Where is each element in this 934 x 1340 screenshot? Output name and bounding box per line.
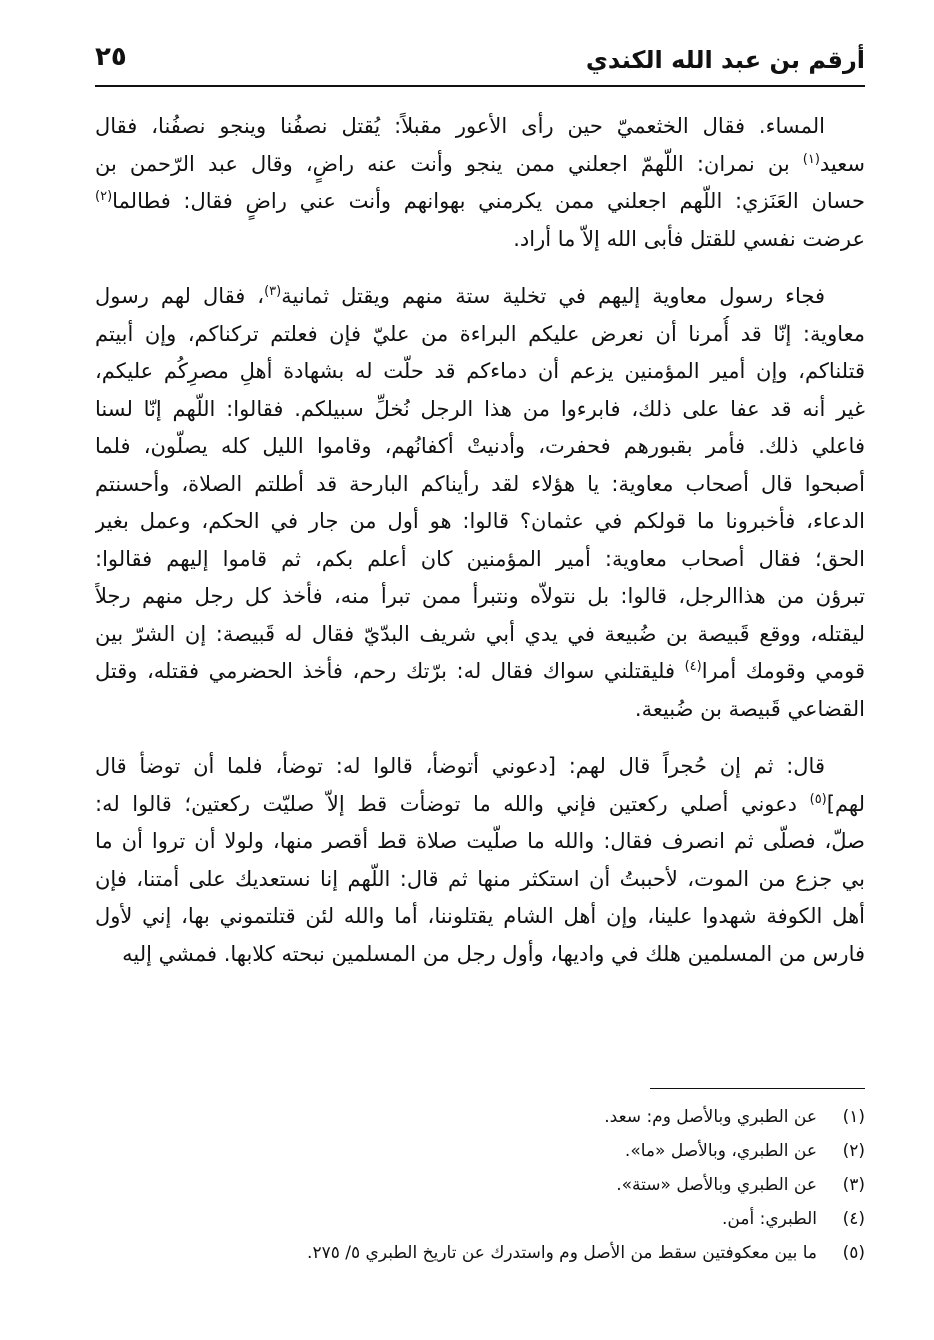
text-line: تبرؤن من هذاالرجل، قالوا: بل نتولاّه ونتبرأ ممن تبرأ منه، فأخذ كل رجل منهم رجلاً (95, 584, 865, 608)
footnote-number: (٥) (842, 1243, 865, 1263)
footnote-number: (٤) (842, 1209, 865, 1229)
text-line: ليقتله، ووقع قَبيصة بن ضُبيعة في يدي أبي شريف البدّيّ فقال له قَبيصة: إن الشرّ بين (95, 621, 865, 646)
paragraph (95, 108, 865, 258)
text-line: المساء. فقال الخثعميّ حين رأى الأعور مقبلاً: يُقتل نصفُنا وينجو نصفُنا، فقال (95, 114, 825, 138)
paragraph (95, 748, 865, 973)
text-line: صلّ، فصلّى ثم انصرف فقال: والله ما صلّيت صلاة قط أقصر منها، ولولا أن تروا أن ما (95, 829, 865, 853)
footnote-ref: (٣) (264, 284, 282, 299)
text-line: سعيد$^{(١)}$ بن نمران: اللّهمّ اجعلني ممن ينجو وأنت عنه راضٍ، وقال عبد الرّحمن بن (95, 151, 865, 176)
text-line: الحق؛ فقال أصحاب معاوية: أمير المؤمنين كان أعلم بكم، ثم قاموا إليهم فقالوا: (95, 546, 865, 571)
footnote (95, 1100, 865, 1134)
main-text (95, 108, 865, 973)
text-line: معاوية: إنّا قد أُمرنا أن نعرض عليكم البراءة من عليّ فإن فعلتم تركناكم، وإن أبيتم (95, 321, 865, 346)
page-number: ٢٥ (95, 42, 127, 72)
header-rule (95, 85, 865, 87)
footnotes (95, 1100, 865, 1270)
paragraph-gap (95, 258, 865, 278)
text-line: لهم]$^{(٥)}$ دعوني أصلي ركعتين فإني والله ما توضأت قط إلاّ صليّت ركعتين؛ قالوا له: (95, 791, 865, 816)
text-line: غير أنه قد عفا على ذلك، فابرءوا من هذا الرجل نُخلِّ سبيلكم. فقالوا: اللّهم إنّا لسنا (95, 396, 865, 421)
footnote (95, 1236, 865, 1270)
text-line: قال: ثم إن حُجراً قال لهم: [دعوني أتوضأ، قالوا له: توضأ، فلما أن توضأ قال (95, 754, 825, 778)
footnote-text: ما بين معكوفتين سقط من الأصل وم واستدرك عن تاريخ الطبري ٥/ ٢٧٥. (307, 1243, 817, 1263)
footnote-text: عن الطبري، وبالأصل «ما». (624, 1141, 817, 1161)
footnote-ref: (١) (802, 151, 820, 167)
footnote-text: الطبري: أمن. (722, 1209, 817, 1229)
footnote-number: (٢) (842, 1141, 865, 1161)
text-line: فارس من المسلمين هلك في واديها، وأول رجل من المسلمين نبحته كلابها. فمشي إليه (122, 941, 865, 966)
text-line: قومي وقومك أمرا$^{(٤)}$ فليقتلني سواك فقال له: برّتك رحم، فأخذ الحضرمي فقتله، وقتل (95, 659, 865, 683)
text-line: أصبحوا قال أصحاب معاوية: يا هؤلاء لقد رأيناكم البارحة قد أطلتم الصلاة، وأحسنتم (95, 471, 865, 496)
text-line: أهل الكوفة شهدوا علينا، وإن أهل الشام يقتلوننا، أما والله لئن قتلتموني بها، إني لأول (95, 904, 865, 928)
footnote-number: (٣) (842, 1175, 865, 1195)
footnote (95, 1168, 865, 1202)
paragraph (95, 278, 865, 728)
page-header (95, 42, 865, 86)
footnote-text: عن الطبري وبالأصل وم: سعد. (604, 1107, 817, 1127)
text-line: بي جزع من الموت، لأحببتُ أن استكثر منها ثم قال: اللّهم إنا نستعديك على أمتنا، فإن (95, 866, 865, 891)
footnote (95, 1202, 865, 1236)
text-line: القضاعي قَبيصة بن ضُبيعة. (634, 696, 865, 721)
text-line: قتلناكم، وإن أمير المؤمنين يزعم أن دماءكم قد حلّت له بشهادة أهلِ مصرِكُم عليكم، (95, 359, 865, 383)
footnote-number: (١) (842, 1107, 865, 1127)
footnote-ref: (٤) (684, 659, 702, 674)
text-line: عرضت نفسي للقتل فأبى الله إلاّ ما أراد. (513, 226, 865, 251)
text-line: الدعاء، فأخبرونا ما قولكم في عثمان؟ قالوا: هو أول من جار في الحكم، وعمل بغير (95, 509, 865, 533)
text-line: حسان العَنَزي: اللّهم اجعلني ممن يكرمني بهوانهم وأنت عني راضٍ فقال: فطالما$^{(٢)}$ (95, 189, 865, 213)
footnote-separator (650, 1088, 865, 1089)
footnote-text: عن الطبري وبالأصل «ستة». (616, 1175, 817, 1195)
text-line: فاعلي ذلك. فأمر بقبورهم فحفرت، وأدنيتْ أكفانُهم، وقاموا الليل كله يصلّون، فلما (95, 434, 865, 458)
text-line: فجاء رسول معاوية إليهم في تخلية ستة منهم ويقتل ثمانية$^{(٣)}$، فقال لهم رسول (95, 284, 825, 308)
footnote (95, 1134, 865, 1168)
running-title: أرقم بن عبد الله الكندي (585, 46, 865, 74)
footnote-ref: (٥) (809, 791, 827, 807)
paragraph-gap (95, 728, 865, 748)
footnote-ref: (٢) (95, 189, 113, 204)
